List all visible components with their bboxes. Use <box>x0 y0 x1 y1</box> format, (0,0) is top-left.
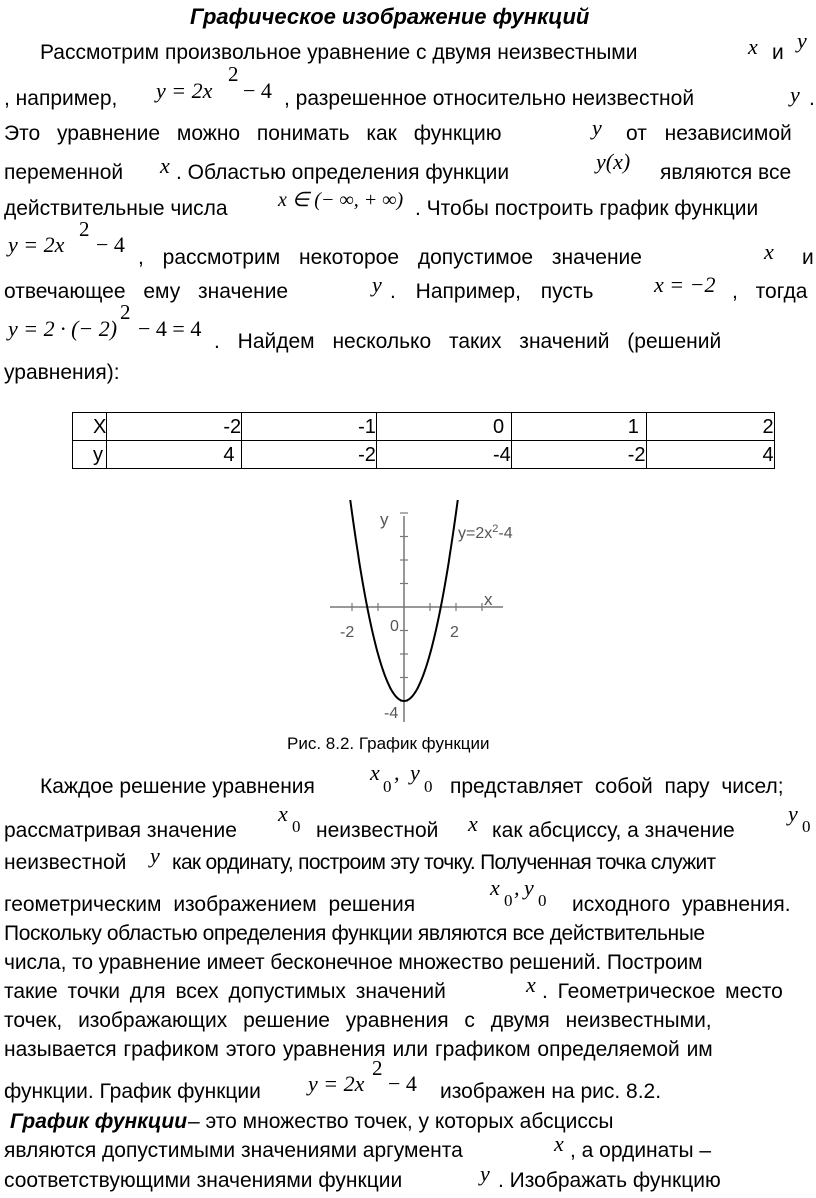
text-line: , разрешенное относительно неизвестной <box>284 87 695 110</box>
math-var: x <box>278 801 288 826</box>
math-var: y <box>410 760 420 785</box>
page-title: Графическое изображение функций <box>190 4 590 29</box>
table-cell: 4 <box>646 441 774 469</box>
math-var: x <box>526 972 536 997</box>
table-cell: 1 <box>511 413 646 441</box>
formula-exponent: 2 <box>79 217 90 241</box>
math-var: y <box>524 875 534 900</box>
formula: x = −2 <box>654 272 716 297</box>
table-cell: -2 <box>511 441 646 469</box>
text-line: – это множество точек, у которых абсциссы <box>188 1110 614 1133</box>
text-line: . Чтобы построить график функции <box>415 197 759 220</box>
text-line: соответствующими значениями функции <box>4 1169 403 1192</box>
math-sep: , <box>514 875 520 900</box>
formula-tail: − 4 <box>243 78 272 103</box>
table-cell: -2 <box>242 441 377 469</box>
formula-tail: − 4 <box>96 232 125 257</box>
y-axis-label: y <box>380 510 389 529</box>
text-line: точек, изображающих решение уравнения с двумя неизвестными, <box>4 1009 712 1032</box>
table-row <box>73 441 775 469</box>
math-var: y <box>788 801 798 826</box>
math-subscript: 0 <box>383 777 392 796</box>
table-cell: -4 <box>376 441 511 469</box>
text-line: являются допустимыми значениями аргумента <box>4 1139 463 1162</box>
formula: y = 2x <box>156 78 213 103</box>
text-line: . Изображать функцию <box>498 1169 721 1192</box>
text-line: Поскольку областью определения функции являются все действительные <box>4 922 705 945</box>
text-line: действительные числа <box>4 197 228 220</box>
math-var: x <box>468 811 478 836</box>
math-var: y <box>797 28 807 53</box>
tick-label-neg4: -4 <box>384 705 399 722</box>
text-line: Каждое решение уравнения <box>40 775 315 798</box>
text-line: геометрическим изображением решения <box>4 893 416 916</box>
math-var: x <box>160 153 170 178</box>
text-line: являются все <box>660 161 792 184</box>
math-var: y <box>480 1161 490 1186</box>
table-cell: 4 <box>107 441 242 469</box>
text-line: . Найдем несколько таких значений (решений <box>214 330 722 353</box>
text-line: такие точки для всех допустимых значений <box>4 980 446 1003</box>
tick-label-neg2: -2 <box>340 624 355 641</box>
formula: y(x) <box>596 149 631 174</box>
curve-label: $y=2x^2-4$ <box>458 523 513 542</box>
text-line: , тогда <box>732 280 808 303</box>
math-var: y <box>150 843 160 868</box>
formula-exponent: 2 <box>372 1056 383 1080</box>
math-var: x <box>764 239 774 264</box>
text-line: изображен на рис. 8.2. <box>440 1080 662 1103</box>
table-cell: -2 <box>107 413 242 441</box>
table-cell: 2 <box>646 413 774 441</box>
tick-label-0: 0 <box>390 618 399 635</box>
math-sep: , <box>394 760 400 785</box>
math-var: x <box>370 760 380 785</box>
math-subscript: 0 <box>292 817 301 836</box>
text-line: числа, то уравнение имеет бесконечное множество решений. Построим <box>4 951 703 974</box>
text-line: функции. График функции <box>4 1080 261 1103</box>
text-line: , а ординаты – <box>570 1139 712 1162</box>
formula: y = 2x <box>8 232 65 257</box>
text-line: как ординату, построим эту точку. Полученная точка служит <box>172 851 716 874</box>
text-line: от независимой <box>626 122 792 145</box>
text-line: отвечающее ему значение <box>4 280 289 303</box>
text-line: , рассмотрим некоторое допустимое значение <box>138 246 642 269</box>
text-line: и <box>802 246 814 269</box>
formula-tail: − 4 <box>388 1071 417 1096</box>
text-line: , например, <box>4 87 118 110</box>
math-var: y <box>790 82 800 107</box>
text-line: Это уравнение можно понимать как функцию <box>4 122 502 145</box>
x-axis-label: x <box>484 590 493 609</box>
text-line: неизвестной <box>316 819 439 842</box>
math-subscript: 0 <box>538 891 547 910</box>
function-graph <box>300 500 560 730</box>
text-line: . Геометрическое место <box>542 980 783 1003</box>
formula: x ∈ (− ∞, + ∞) <box>278 189 404 211</box>
figure-caption: Рис. 8.2. График функции <box>287 734 490 753</box>
math-subscript: 0 <box>424 777 433 796</box>
formula-tail: − 4 = 4 <box>138 316 202 341</box>
table-cell: -1 <box>242 413 377 441</box>
text-line: Рассмотрим произвольное уравнение с двумя неизвестными <box>40 41 638 64</box>
table-cell: X <box>73 413 107 441</box>
math-var: y <box>372 272 382 297</box>
math-var: x <box>490 875 500 900</box>
values-table <box>72 412 775 469</box>
formula-exponent: 2 <box>120 300 131 324</box>
defined-term: График функции <box>10 1110 188 1133</box>
text-line: переменной <box>4 161 124 184</box>
table-row <box>73 413 775 441</box>
math-subscript: 0 <box>802 817 811 836</box>
table-cell: y <box>73 441 107 469</box>
formula: y = 2x <box>308 1071 365 1096</box>
text-line: уравнения): <box>4 361 120 384</box>
text-line: . Областью определения функции <box>176 161 510 184</box>
text-line: . Например, пусть <box>390 280 594 303</box>
text-line: представляет собой пару чисел; <box>450 775 784 798</box>
text-line: называется графиком этого уравнения или графиком определяемой им <box>4 1038 713 1061</box>
table-cell: 0 <box>376 413 511 441</box>
math-var: y <box>592 115 602 140</box>
formula: y = 2 · (− 2) <box>8 316 118 341</box>
tick-label-2: 2 <box>450 624 459 641</box>
formula-exponent: 2 <box>228 62 239 86</box>
math-var: x <box>554 1131 564 1156</box>
text-line: и <box>772 41 784 64</box>
text-line: как абсциссу, а значение <box>492 819 735 842</box>
text-line: неизвестной <box>4 851 127 874</box>
text-line: . <box>809 87 815 110</box>
math-subscript: 0 <box>504 891 513 910</box>
math-var: x <box>748 34 758 59</box>
text-line: рассматривая значение <box>4 819 237 842</box>
text-line: исходного уравнения. <box>572 893 791 916</box>
